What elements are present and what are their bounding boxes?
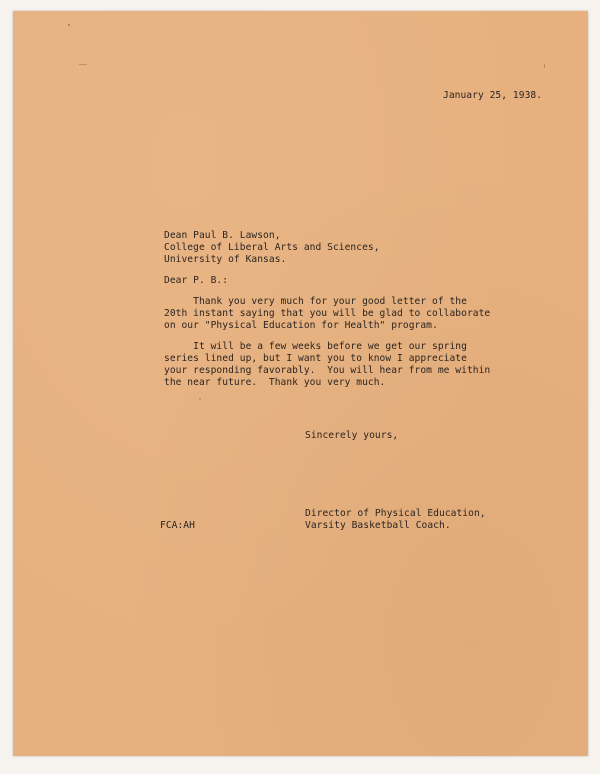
inside-address-line-3: University of Kansas. — [164, 254, 287, 265]
paragraph-1-line-1: Thank you very much for your good letter of the — [164, 296, 467, 307]
paragraph-2-line-4: the near future. Thank you very much. — [164, 377, 386, 388]
paragraph-2-line-2: series lined up, but I want you to know I appreciate — [164, 353, 467, 364]
paragraph-2-line-3: your responding favorably. You will hear from me within — [164, 365, 491, 376]
complimentary-closing: Sincerely yours, — [305, 430, 399, 441]
letter-page — [13, 11, 588, 756]
inside-address-line-2: College of Liberal Arts and Sciences, — [164, 242, 380, 253]
paper-speck — [199, 398, 201, 400]
paragraph-1-line-3: on our "Physical Education for Health" program. — [164, 320, 438, 331]
paper-speck — [68, 24, 70, 26]
salutation: Dear P. B.: — [164, 275, 229, 286]
signature-title-line-2: Varsity Basketball Coach. — [305, 520, 451, 531]
inside-address-line-1: Dean Paul B. Lawson, — [164, 230, 281, 241]
paragraph-2-line-1: It will be a few weeks before we get our spring — [164, 341, 467, 352]
paper-speck — [79, 64, 87, 65]
reference-initials: FCA:AH — [160, 520, 195, 531]
signature-title-line-1: Director of Physical Education, — [305, 508, 486, 519]
paragraph-1-line-2: 20th instant saying that you will be glad to collaborate — [164, 308, 491, 319]
letter-date: January 25, 1938. — [443, 90, 543, 101]
paper-speck — [544, 64, 545, 68]
